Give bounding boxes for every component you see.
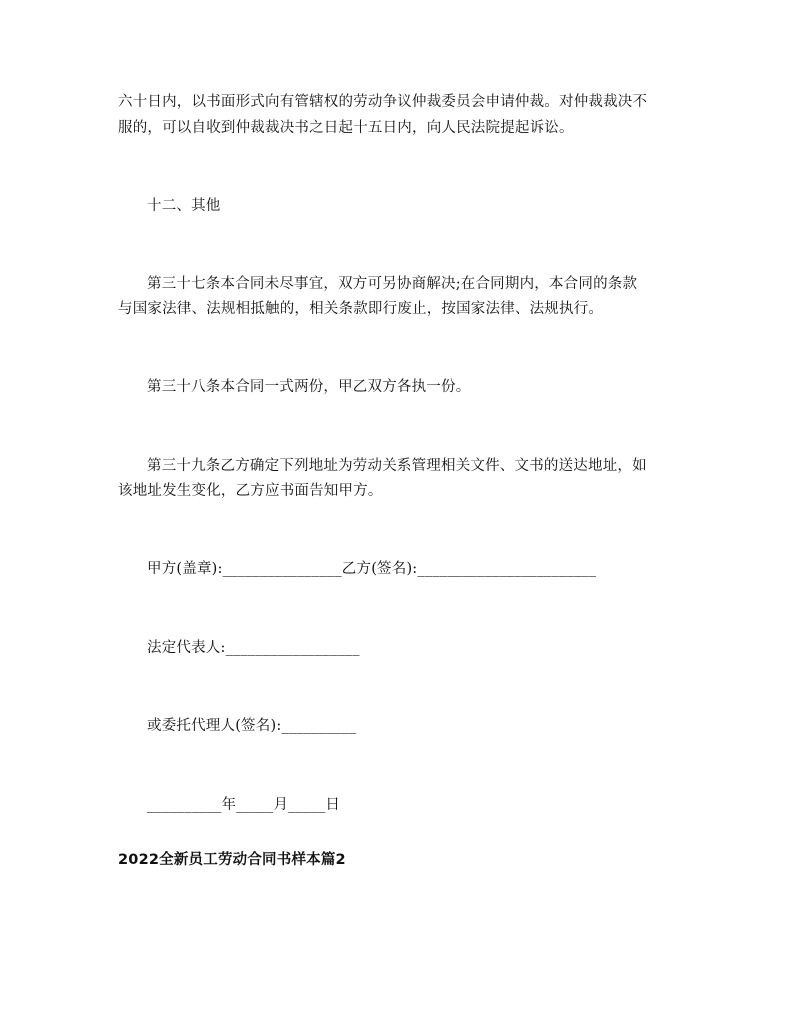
- article-39-line: 该地址发生变化，乙方应书面告知甲方。: [118, 483, 383, 499]
- agent-signature-line: 或委托代理人(签名):__________: [147, 718, 356, 734]
- section-heading: 十二、其他: [147, 198, 221, 214]
- legal-representative-line: 法定代表人:__________________: [147, 640, 360, 656]
- paragraph-line: 六十日内，以书面形式向有管辖权的劳动争议仲裁委员会申请仲裁。对仲裁裁决不: [118, 94, 648, 110]
- date-line: __________年_____月_____日: [147, 797, 341, 813]
- signature-party-line: 甲方(盖章):________________乙方(签名):________________________: [147, 561, 597, 577]
- article-37-line: 与国家法律、法规相抵触的，相关条款即行废止，按国家法律、法规执行。: [118, 301, 604, 317]
- article-37-line: 第三十七条本合同未尽事宜，双方可另协商解决;在合同期内，本合同的条款: [147, 276, 638, 292]
- article-38: 第三十八条本合同一式两份，甲乙双方各执一份。: [147, 379, 471, 395]
- paragraph-line: 服的，可以自收到仲裁裁决书之日起十五日内，向人民法院提起诉讼。: [118, 120, 574, 136]
- article-39-line: 第三十九条乙方确定下列地址为劳动关系管理相关文件、文书的送达地址，如: [147, 458, 647, 474]
- next-section-title: 2022全新员工劳动合同书样本篇2: [118, 852, 346, 868]
